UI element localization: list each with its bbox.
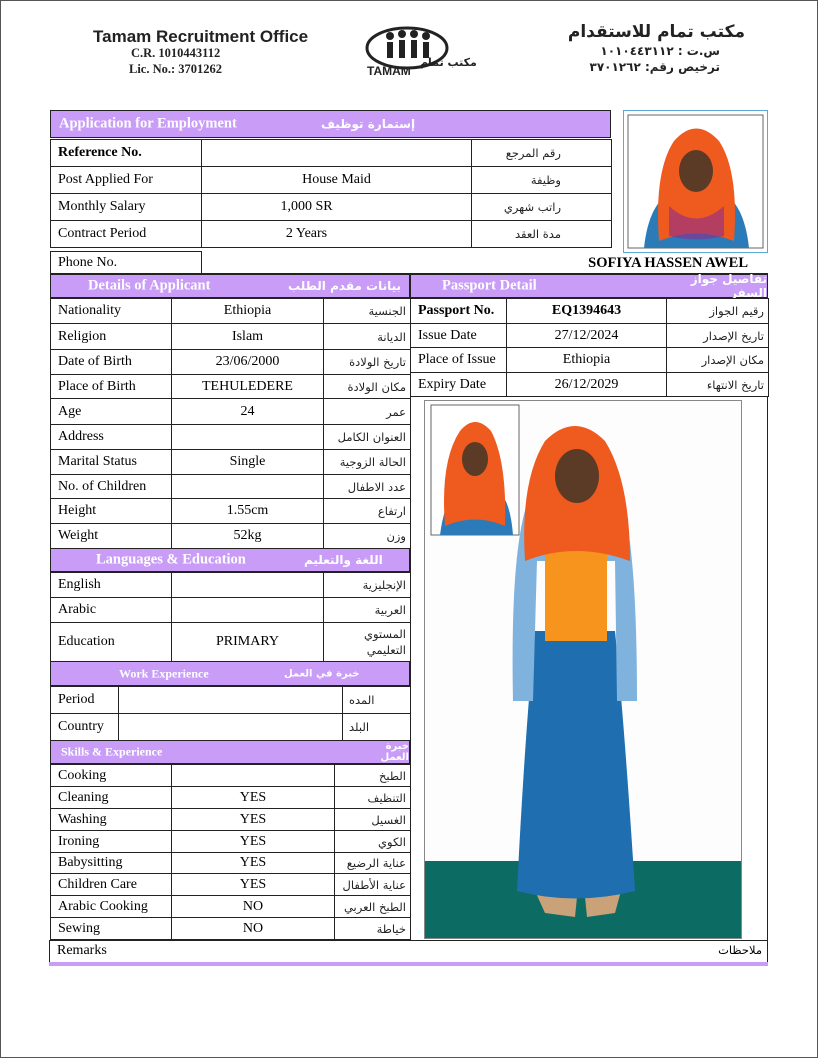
table-row	[51, 194, 612, 221]
washing-value: YES	[172, 809, 335, 831]
portrait-photo	[623, 110, 768, 253]
cooking-value	[172, 765, 335, 787]
english-label-ar: الإنجليزية	[324, 573, 411, 598]
table-row	[51, 853, 411, 874]
skills-table	[50, 764, 411, 940]
table-row	[51, 524, 411, 549]
table-row	[51, 831, 411, 853]
application-table	[50, 139, 612, 248]
table-row	[51, 475, 411, 499]
table-row	[51, 714, 411, 741]
religion-value: Islam	[172, 324, 324, 350]
nationality-value: Ethiopia	[172, 299, 324, 324]
details-title-en: Details of Applicant	[88, 277, 211, 294]
table-row	[411, 348, 769, 373]
table-row	[51, 252, 202, 274]
marital-label: Marital Status	[51, 450, 172, 475]
pob-value: TEHULEDERE	[172, 375, 324, 399]
sewing-label-ar: خياطة	[335, 918, 411, 940]
passport-band	[410, 274, 768, 298]
address-label-ar: العنوان الكامل	[324, 425, 411, 450]
passport-no-label-ar: رقيم الجواز	[667, 299, 769, 324]
children-label: No. of Children	[51, 475, 172, 499]
table-row	[51, 874, 411, 896]
applicant-name: SOFIYA HASSEN AWEL	[588, 255, 748, 271]
passport-no-value: EQ1394643	[507, 299, 667, 324]
issue-date-value: 27/12/2024	[507, 324, 667, 348]
passport-title-en: Passport Detail	[442, 277, 537, 294]
arabic-label-ar: العربية	[324, 598, 411, 623]
reference-label: Reference No.	[51, 140, 202, 167]
passport-no-label: Passport No.	[411, 299, 507, 324]
babysitting-value: YES	[172, 853, 335, 874]
children-care-label-ar: عناية الأطفال	[335, 874, 411, 896]
salary-value: 1,000 SR	[202, 194, 472, 221]
table-row	[51, 765, 411, 787]
education-label-ar: المستوي التعليمي	[324, 623, 411, 662]
issue-date-label-ar: تاريخ الإصدار	[667, 324, 769, 348]
dob-label: Date of Birth	[51, 350, 172, 375]
education-value: PRIMARY	[172, 623, 324, 662]
place-issue-label-ar: مكان الإصدار	[667, 348, 769, 373]
religion-label-ar: الديانة	[324, 324, 411, 350]
country-label-ar: البلد	[343, 714, 411, 741]
expiry-date-label-ar: تاريخ الانتهاء	[667, 373, 769, 397]
babysitting-label-ar: عناية الرضيع	[335, 853, 411, 874]
contract-label-ar: مدة العقد	[472, 221, 612, 248]
contract-value: 2 Years	[202, 221, 472, 248]
english-value	[172, 573, 324, 598]
age-label-ar: عمر	[324, 399, 411, 425]
table-row	[51, 687, 411, 714]
photo-column-left-border	[410, 396, 411, 940]
phone-table	[50, 251, 202, 274]
place-issue-value: Ethiopia	[507, 348, 667, 373]
table-row	[51, 221, 612, 248]
washing-label-ar: الغسيل	[335, 809, 411, 831]
cr-number-ar: س.ت : ١٠١٠٤٤٣١١٢	[600, 44, 720, 58]
salary-label-ar: راتب شهري	[472, 194, 612, 221]
phone-label: Phone No.	[51, 252, 202, 274]
table-row	[411, 299, 769, 324]
place-issue-label: Place of Issue	[411, 348, 507, 373]
salary-label: Monthly Salary	[51, 194, 202, 221]
office-name-en: Tamam Recruitment Office	[93, 27, 309, 46]
remarks-bottom-band	[49, 962, 768, 966]
period-label: Period	[51, 687, 119, 714]
details-table	[50, 298, 411, 549]
weight-value: 52kg	[172, 524, 324, 549]
logo-text-ar: مكتب تمام	[420, 56, 477, 69]
expiry-date-value: 26/12/2029	[507, 373, 667, 397]
weight-label: Weight	[51, 524, 172, 549]
arabic-value	[172, 598, 324, 623]
portrait-image-icon	[624, 111, 767, 252]
ironing-value: YES	[172, 831, 335, 853]
english-label: English	[51, 573, 172, 598]
country-value	[119, 714, 343, 741]
remarks-label: Remarks	[57, 943, 107, 958]
table-row	[51, 787, 411, 809]
expiry-date-label: Expiry Date	[411, 373, 507, 397]
photo-column-right-border	[767, 396, 768, 940]
arabic-cooking-label-ar: الطبخ العربي	[335, 896, 411, 918]
full-body-photo	[424, 400, 742, 939]
dob-label-ar: تاريخ الولادة	[324, 350, 411, 375]
issue-date-label: Issue Date	[411, 324, 507, 348]
license-number-en: Lic. No.: 3701262	[129, 62, 223, 76]
education-label: Education	[51, 623, 172, 662]
languages-title-ar: اللغة والتعليم	[304, 553, 383, 567]
marital-label-ar: الحالة الزوجية	[324, 450, 411, 475]
period-value	[119, 687, 343, 714]
weight-label-ar: وزن	[324, 524, 411, 549]
application-title-ar: إستمارة توظيف	[321, 117, 416, 131]
nationality-label: Nationality	[51, 299, 172, 324]
age-value: 24	[172, 399, 324, 425]
table-row	[51, 299, 411, 324]
religion-label: Religion	[51, 324, 172, 350]
skills-title-en: Skills & Experience	[61, 744, 163, 759]
address-label: Address	[51, 425, 172, 450]
contract-label: Contract Period	[51, 221, 202, 248]
cleaning-label: Cleaning	[51, 787, 172, 809]
children-care-value: YES	[172, 874, 335, 896]
post-label-ar: وظيفة	[472, 167, 612, 194]
arabic-label: Arabic	[51, 598, 172, 623]
children-value	[172, 475, 324, 499]
height-label: Height	[51, 499, 172, 524]
work-band	[50, 661, 410, 686]
pob-label: Place of Birth	[51, 375, 172, 399]
table-row	[51, 623, 411, 662]
address-value	[172, 425, 324, 450]
washing-label: Washing	[51, 809, 172, 831]
dob-value: 23/06/2000	[172, 350, 324, 375]
post-label: Post Applied For	[51, 167, 202, 194]
passport-title-ar: تفاصيل جواز السفر	[690, 272, 767, 300]
table-row	[51, 399, 411, 425]
table-row	[51, 450, 411, 475]
table-row	[51, 499, 411, 524]
height-value: 1.55cm	[172, 499, 324, 524]
ironing-label-ar: الكوي	[335, 831, 411, 853]
table-row	[51, 425, 411, 450]
skills-band	[50, 740, 410, 764]
cr-number-en: C.R. 1010443112	[131, 46, 221, 60]
logo-text-en: TAMAM	[367, 64, 411, 78]
ironing-label: Ironing	[51, 831, 172, 853]
details-band	[50, 274, 410, 298]
skills-title-ar: خبرة العمل	[380, 741, 409, 763]
languages-band	[50, 548, 410, 572]
application-band	[50, 110, 611, 138]
sewing-value: NO	[172, 918, 335, 940]
marital-value: Single	[172, 450, 324, 475]
office-name-ar: مكتب تمام للاستقدام	[567, 22, 745, 42]
reference-value	[202, 140, 472, 167]
table-row	[51, 140, 612, 167]
table-row	[411, 373, 769, 397]
reference-label-ar: رقم المرجع	[472, 140, 612, 167]
table-row	[51, 350, 411, 375]
table-row	[51, 809, 411, 831]
cooking-label-ar: الطبخ	[335, 765, 411, 787]
cleaning-label-ar: التنظيف	[335, 787, 411, 809]
license-number-ar: ترخيص رقم: ٣٧٠١٢٦٢	[589, 60, 720, 74]
table-row	[51, 598, 411, 623]
table-row	[51, 167, 612, 194]
work-title-en: Work Experience	[119, 666, 209, 680]
work-table	[50, 686, 411, 741]
country-label: Country	[51, 714, 119, 741]
languages-table	[50, 572, 411, 662]
cooking-label: Cooking	[51, 765, 172, 787]
period-label-ar: المده	[343, 687, 411, 714]
application-title-en: Application for Employment	[59, 115, 237, 132]
cleaning-value: YES	[172, 787, 335, 809]
pob-label-ar: مكان الولادة	[324, 375, 411, 399]
work-title-ar: خبرة في العمل	[284, 668, 360, 679]
age-label: Age	[51, 399, 172, 425]
table-row	[51, 896, 411, 918]
details-title-ar: بيانات مقدم الطلب	[288, 279, 402, 293]
full-body-image-icon	[425, 401, 741, 938]
table-row	[51, 375, 411, 399]
table-row	[51, 918, 411, 940]
children-care-label: Children Care	[51, 874, 172, 896]
table-row	[411, 324, 769, 348]
table-row	[51, 324, 411, 350]
arabic-cooking-label: Arabic Cooking	[51, 896, 172, 918]
remarks-label-ar: ملاحظات	[718, 943, 762, 957]
table-row	[51, 573, 411, 598]
babysitting-label: Babysitting	[51, 853, 172, 874]
passport-table	[410, 298, 769, 397]
arabic-cooking-value: NO	[172, 896, 335, 918]
sewing-label: Sewing	[51, 918, 172, 940]
height-label-ar: ارتفاع	[324, 499, 411, 524]
post-value: House Maid	[202, 167, 472, 194]
nationality-label-ar: الجنسية	[324, 299, 411, 324]
children-label-ar: عدد الاطفال	[324, 475, 411, 499]
languages-title-en: Languages & Education	[96, 551, 246, 568]
